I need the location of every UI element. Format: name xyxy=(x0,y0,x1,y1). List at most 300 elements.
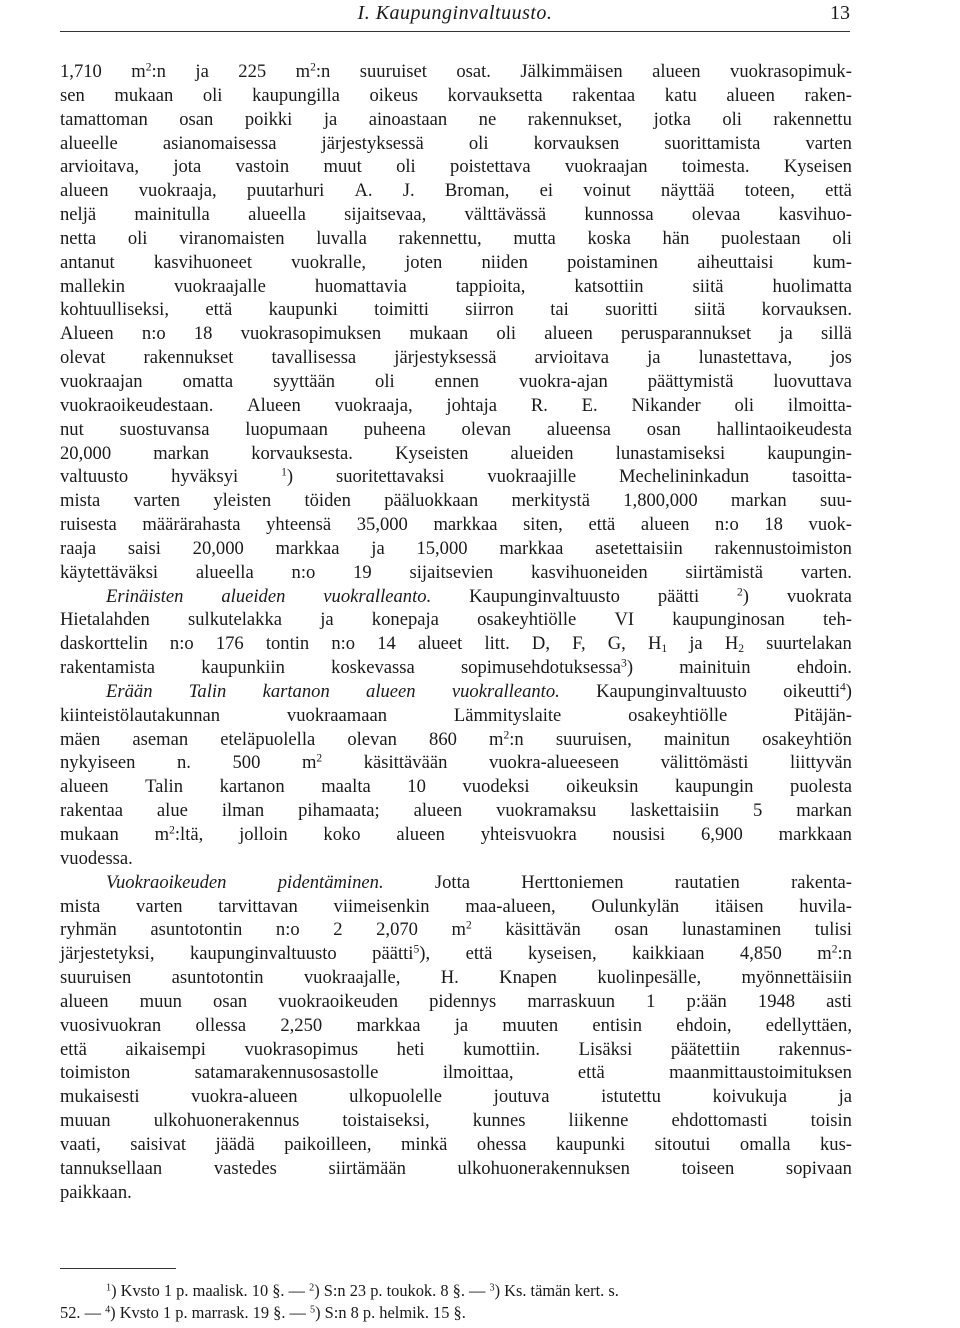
word: $m^2:ltä$, xyxy=(154,824,204,845)
word: ryhmän xyxy=(60,919,117,941)
word: Alueen xyxy=(60,323,114,345)
word: n:o xyxy=(275,919,300,941)
word: jäädä xyxy=(215,1133,255,1155)
word: vuokraoikeuden xyxy=(278,990,399,1012)
word: ehdoin. xyxy=(796,657,852,679)
word: toimesta. xyxy=(681,156,750,178)
text-line xyxy=(60,728,852,752)
word: osakeyhtiön xyxy=(762,728,852,750)
word: toteen, xyxy=(744,180,795,202)
word: voinut xyxy=(583,180,631,202)
word: vuokra-alueeseen xyxy=(488,752,620,774)
word: 4,850 xyxy=(739,943,782,965)
word: tappioita, xyxy=(455,275,526,297)
word: 860 xyxy=(429,728,457,750)
word: myönnettäisiin xyxy=(741,967,852,989)
word: alueiden xyxy=(510,442,574,464)
word: mäen xyxy=(60,728,101,750)
word: Hietalahden xyxy=(60,609,150,631)
word: nousisi xyxy=(612,824,666,845)
word: mukaisesti xyxy=(60,1086,140,1108)
word: Jälkimmäisen xyxy=(520,61,623,82)
word: laskettaisiin xyxy=(630,800,720,822)
word: jota xyxy=(173,156,202,178)
word: varten xyxy=(136,895,183,917)
word: käsittävän xyxy=(505,919,581,941)
word: rakennus- xyxy=(778,1038,852,1060)
word: 18 xyxy=(764,514,783,536)
word: nut xyxy=(60,418,84,440)
word: rakennustoimiston xyxy=(714,537,852,559)
word: toimitti xyxy=(374,299,429,321)
text-line xyxy=(60,84,852,108)
word: vuokraajan xyxy=(60,370,143,392)
section-lead-word: alueen xyxy=(366,680,416,702)
word: $m^2:n$ xyxy=(295,61,331,82)
word: vuosivuokran xyxy=(60,1014,162,1036)
word: istutettu xyxy=(601,1086,661,1108)
word: tai xyxy=(550,299,569,321)
text-line xyxy=(60,513,852,537)
word: rakentamista xyxy=(60,657,155,679)
word: asetettaisiin xyxy=(595,537,683,559)
word: pidennys xyxy=(429,990,497,1012)
word: näyttää xyxy=(660,180,715,202)
word: oikeus xyxy=(369,84,419,106)
text-line xyxy=(60,322,852,346)
word: asuntotontin xyxy=(150,919,243,941)
word: tasoitta- xyxy=(792,466,852,488)
word: kaupunginosan xyxy=(672,609,785,631)
word: suuruiset xyxy=(359,61,427,82)
word: kaupunkiin xyxy=(201,657,285,679)
word: ja xyxy=(323,108,338,130)
word: mainitun xyxy=(663,728,730,750)
word: suu- xyxy=(819,490,852,512)
word: kus- xyxy=(819,1133,852,1155)
word: kaupungilla xyxy=(252,84,340,106)
text-line xyxy=(60,418,852,442)
word: puheena xyxy=(363,418,426,440)
word: jos xyxy=(830,347,852,369)
word: alueen xyxy=(652,61,701,82)
word: mainituin xyxy=(679,657,751,679)
text-line xyxy=(60,823,852,847)
word: suoritti xyxy=(605,299,658,321)
word: oli xyxy=(722,108,742,130)
word: vuokraajalle, xyxy=(303,967,401,989)
word: ollessa xyxy=(195,1014,247,1036)
word: osat. xyxy=(456,61,491,82)
word: osan xyxy=(213,990,248,1012)
word: lunastettava, xyxy=(698,347,793,369)
word: ulkopuolelle xyxy=(349,1086,443,1108)
text-line xyxy=(60,704,852,728)
word: 1,800,000 xyxy=(623,490,698,512)
word: antanut xyxy=(60,251,115,273)
word: Kaupunginvaltuusto xyxy=(596,680,747,702)
word: olevaa xyxy=(691,204,741,226)
word: omalla xyxy=(739,1133,791,1155)
word: asuntotontin xyxy=(171,967,264,989)
word: korvauksen xyxy=(533,132,620,154)
text-line xyxy=(60,608,852,632)
word: että xyxy=(577,1062,605,1084)
section-lead-word: Vuokraoikeuden xyxy=(106,871,227,893)
word: alueen xyxy=(726,84,775,106)
word: merkitystä xyxy=(511,490,590,512)
text-line xyxy=(60,132,852,156)
word: VI xyxy=(614,609,635,631)
word: järjestyksessä xyxy=(394,347,497,369)
word: oli xyxy=(396,156,416,178)
word: ja xyxy=(195,61,209,82)
word: tontin xyxy=(265,633,310,655)
text-line xyxy=(60,1014,852,1038)
text-line xyxy=(60,203,852,227)
word: F, xyxy=(572,633,586,655)
word: että xyxy=(825,180,852,202)
word: kasvihuo- xyxy=(778,204,852,226)
word: puolesta xyxy=(790,776,852,798)
word: maalta xyxy=(321,776,371,798)
text-line xyxy=(60,489,852,513)
text-line xyxy=(60,537,852,561)
word: että xyxy=(205,299,233,321)
word: 5 xyxy=(752,800,763,822)
word: $m^2$ xyxy=(301,752,323,774)
word: tulisi xyxy=(814,919,852,941)
word: Oulunkylän xyxy=(591,895,680,917)
word: konepaja xyxy=(371,609,439,631)
word: maanmittaustoimituksen xyxy=(669,1062,852,1084)
word: suuruisen xyxy=(60,967,132,989)
section-lead-word: vuokralleanto. xyxy=(323,585,432,607)
word: päätettiin xyxy=(670,1038,741,1060)
word: olevan xyxy=(461,418,512,440)
word: vuokraoikeudestaan. xyxy=(60,394,214,416)
word: siirron xyxy=(465,299,514,321)
word: kuolinpesälle, xyxy=(597,967,702,989)
text-line xyxy=(60,561,852,585)
word: Kaupunginvaltuusto xyxy=(469,585,620,607)
word: neljä xyxy=(60,204,97,226)
word: välittömästi xyxy=(660,752,749,774)
word: oli xyxy=(734,394,755,416)
section-lead-word: kartanon xyxy=(262,680,330,702)
word: heti xyxy=(396,1038,425,1060)
word: tavallisessa xyxy=(271,347,357,369)
word: kasvihuoneiden xyxy=(531,561,648,583)
word: vaati, xyxy=(60,1133,101,1155)
word: poistaminen xyxy=(567,251,658,273)
word: litt. xyxy=(484,633,510,655)
word: markkaa xyxy=(356,1014,421,1036)
word: järjestetyksi, xyxy=(60,943,155,965)
word: ja xyxy=(320,609,334,631)
word: saisivat xyxy=(130,1133,187,1155)
word: osakeyhtiölle xyxy=(477,609,577,631)
word: joten xyxy=(405,251,443,273)
text-line xyxy=(60,251,852,275)
word: saisi xyxy=(127,537,161,559)
word: n:o xyxy=(331,633,356,655)
section-lead-word: alueiden xyxy=(221,585,286,607)
word: suuruisen, xyxy=(555,728,632,750)
word: toiseen xyxy=(681,1157,735,1179)
word: varten xyxy=(805,132,852,154)
word: $^1$) xyxy=(281,466,294,488)
word: aseman xyxy=(132,728,189,750)
word: sijaitsevaa, xyxy=(344,204,427,226)
text-line xyxy=(60,370,852,394)
word: muuten xyxy=(502,1014,559,1036)
word: paikoilleen, xyxy=(284,1133,372,1155)
word: $^2$) xyxy=(737,585,749,607)
word: rakentaa xyxy=(572,84,636,106)
word: 500 xyxy=(232,752,261,774)
word: kunnossa xyxy=(584,204,654,226)
word: sijaitsevien xyxy=(409,561,494,583)
word: Kyseisten xyxy=(395,442,469,464)
word: vuokrasopimuk- xyxy=(730,61,852,82)
word: katu xyxy=(664,84,697,106)
word: vuodessa. xyxy=(60,847,133,869)
page-header xyxy=(60,2,850,34)
section-lead-word: vuokralleanto. xyxy=(451,680,560,702)
word: vuokraaja, xyxy=(138,180,217,202)
word: daskorttelin xyxy=(60,633,148,655)
word: minkä xyxy=(400,1133,448,1155)
word: viranomaisten xyxy=(179,227,285,249)
text-line xyxy=(60,275,852,299)
word: viimeisenkin xyxy=(333,895,430,917)
word: markan xyxy=(730,490,787,512)
text-line xyxy=(60,108,852,132)
word: käsittävään xyxy=(363,752,448,774)
word: alueen xyxy=(413,800,463,822)
word: oli xyxy=(202,84,223,106)
word: H. xyxy=(440,967,459,989)
word: alue xyxy=(156,800,188,822)
word: alueelle xyxy=(60,132,118,154)
word: tarvittavan xyxy=(218,895,298,917)
word: vuokraaja, xyxy=(334,394,413,416)
word: kum- xyxy=(812,251,852,273)
word: vuokra-ajan xyxy=(519,370,608,392)
word: ei xyxy=(539,180,554,202)
word: Knapen xyxy=(499,967,557,989)
word: G, xyxy=(607,633,626,655)
page-number: 13 xyxy=(830,2,850,24)
word: vastedes xyxy=(213,1157,277,1179)
word: 19 xyxy=(353,561,372,583)
word: johtaja xyxy=(446,394,498,416)
word: vuok- xyxy=(808,514,852,536)
word: 20,000 xyxy=(192,537,244,559)
section-lead-word: pidentäminen. xyxy=(277,871,384,893)
word: ja xyxy=(838,1086,852,1108)
word: liikenne xyxy=(568,1110,629,1132)
word: suurtelakan xyxy=(766,633,852,655)
word: rakennettu, xyxy=(398,227,482,249)
word: rakenta- xyxy=(791,871,852,893)
word: vuokraajille xyxy=(487,466,577,488)
word: vuokra-alueen xyxy=(191,1086,298,1108)
word: netta xyxy=(60,227,97,249)
word: Mechelininkadun xyxy=(619,466,750,488)
word: muun xyxy=(139,990,182,1012)
word: p:ään xyxy=(686,990,727,1012)
word: siirtämään xyxy=(328,1157,406,1179)
text-line xyxy=(60,775,852,799)
word: olevan xyxy=(347,728,397,750)
word: alueella xyxy=(248,204,306,226)
word: katsottiin xyxy=(574,275,644,297)
word: varten xyxy=(133,490,181,512)
word: Talin xyxy=(145,776,184,798)
word: Lisäksi xyxy=(578,1038,633,1060)
word: koivukuja xyxy=(712,1086,787,1108)
word: mukaan xyxy=(409,323,469,345)
text-line xyxy=(60,799,852,823)
word: kaupunginvaltuusto xyxy=(190,943,337,965)
text-line xyxy=(60,942,852,966)
word: oli xyxy=(468,132,489,154)
word: hyväksyi xyxy=(171,466,239,488)
word: tamattoman xyxy=(60,108,148,130)
word: liittyvän xyxy=(789,752,852,774)
word: 20,000 xyxy=(60,442,112,464)
word: Alueen xyxy=(247,394,301,416)
text-line xyxy=(60,1181,852,1205)
word: vuokraajan xyxy=(564,156,648,178)
word: vuodeksi xyxy=(462,776,530,798)
word: siitä xyxy=(694,299,726,321)
text-line xyxy=(60,918,852,942)
footnote-line: 52. — $^4$) Kvsto 1 p. marrask. 19 §. — $^5$) S:n 8 p. helmik. 15 §. xyxy=(60,1303,466,1322)
word: n:o xyxy=(169,633,194,655)
word: toimiston xyxy=(60,1062,131,1084)
word: sillä xyxy=(820,323,852,345)
word: n:o xyxy=(715,514,739,536)
text-line xyxy=(60,442,852,466)
word: alueensa xyxy=(546,418,611,440)
text-line xyxy=(60,990,852,1014)
word: mukaan xyxy=(114,84,174,106)
word: oli xyxy=(375,370,395,392)
text-line xyxy=(60,1133,852,1157)
word: korvauksesta. xyxy=(251,442,353,464)
word: markkaa xyxy=(433,514,498,536)
word: Herttoniemen xyxy=(521,871,624,893)
word: arvioitava xyxy=(534,347,609,369)
word: osan xyxy=(646,418,681,440)
word: niiden xyxy=(481,251,528,273)
word: asti xyxy=(826,990,852,1012)
word: vuokraajalle xyxy=(174,275,266,297)
word: että xyxy=(60,1038,87,1060)
header-rule xyxy=(60,31,850,32)
word: korvauksen. xyxy=(761,299,852,321)
word: raaja xyxy=(60,537,97,559)
word: vuokraamaan xyxy=(286,704,388,726)
word: mista xyxy=(60,895,101,917)
word: mukaan xyxy=(60,824,119,845)
word: jotka xyxy=(653,108,691,130)
word: puolestaan xyxy=(721,227,801,249)
word: aiheuttaisi xyxy=(697,251,774,273)
word: alueen xyxy=(60,776,109,798)
word: joutuva xyxy=(493,1086,550,1108)
text-line xyxy=(60,1109,852,1133)
word: huolimatta xyxy=(772,275,852,297)
word: $H_2$ xyxy=(724,633,745,656)
word: töiden xyxy=(304,490,351,512)
word: $H_1$ xyxy=(647,633,668,656)
word: oikeuksin xyxy=(566,776,639,798)
word: korvauksetta xyxy=(447,84,543,106)
text-line xyxy=(60,871,852,895)
word: lunastaminen xyxy=(682,919,782,941)
word: alueen xyxy=(396,824,445,845)
word: teh- xyxy=(823,609,852,631)
word: muut xyxy=(323,156,362,178)
word: ohessa xyxy=(476,1133,527,1155)
word: yhteisvuokra xyxy=(480,824,577,845)
word: kaupungin- xyxy=(767,442,852,464)
word: vuokrasopimuksen xyxy=(240,323,382,345)
word: J. xyxy=(402,180,415,202)
word: kumottiin. xyxy=(463,1038,541,1060)
word: markkaa xyxy=(275,537,340,559)
word: ainoastaan xyxy=(368,108,448,130)
word: 1,710 xyxy=(60,61,102,82)
word: lunastamiseksi xyxy=(615,442,726,464)
text-line xyxy=(60,632,852,656)
text-line xyxy=(60,751,852,775)
word: alueet xyxy=(417,633,463,655)
word: toisin xyxy=(810,1110,852,1132)
word: varten. xyxy=(800,561,852,583)
word: nykyiseen xyxy=(60,752,136,774)
word: siitä xyxy=(692,275,724,297)
word: 2,250 xyxy=(280,1014,323,1036)
word: kaikkiaan xyxy=(632,943,705,965)
word: oli xyxy=(832,227,852,249)
word: hän xyxy=(662,227,690,249)
word: välttävässä xyxy=(464,204,547,226)
word: huomattavia xyxy=(314,275,407,297)
word: ilmoitta- xyxy=(787,394,852,416)
word: 1 xyxy=(646,990,656,1012)
footnotes xyxy=(60,1280,860,1324)
text-line xyxy=(60,465,852,489)
word: Kyseisen xyxy=(783,156,852,178)
word: olevat xyxy=(60,347,106,369)
word: $m^2:n$ xyxy=(131,61,166,82)
word: rakentaa xyxy=(60,800,123,822)
word: mista xyxy=(60,490,101,512)
word: poikki xyxy=(244,108,293,130)
word: alueella xyxy=(195,561,254,583)
word: omatta xyxy=(182,370,234,392)
text-line xyxy=(60,1157,852,1181)
word: Pitäjän- xyxy=(794,704,852,726)
word: päätti xyxy=(657,585,700,607)
text-line xyxy=(60,298,852,322)
word: mainitulla xyxy=(134,204,210,226)
